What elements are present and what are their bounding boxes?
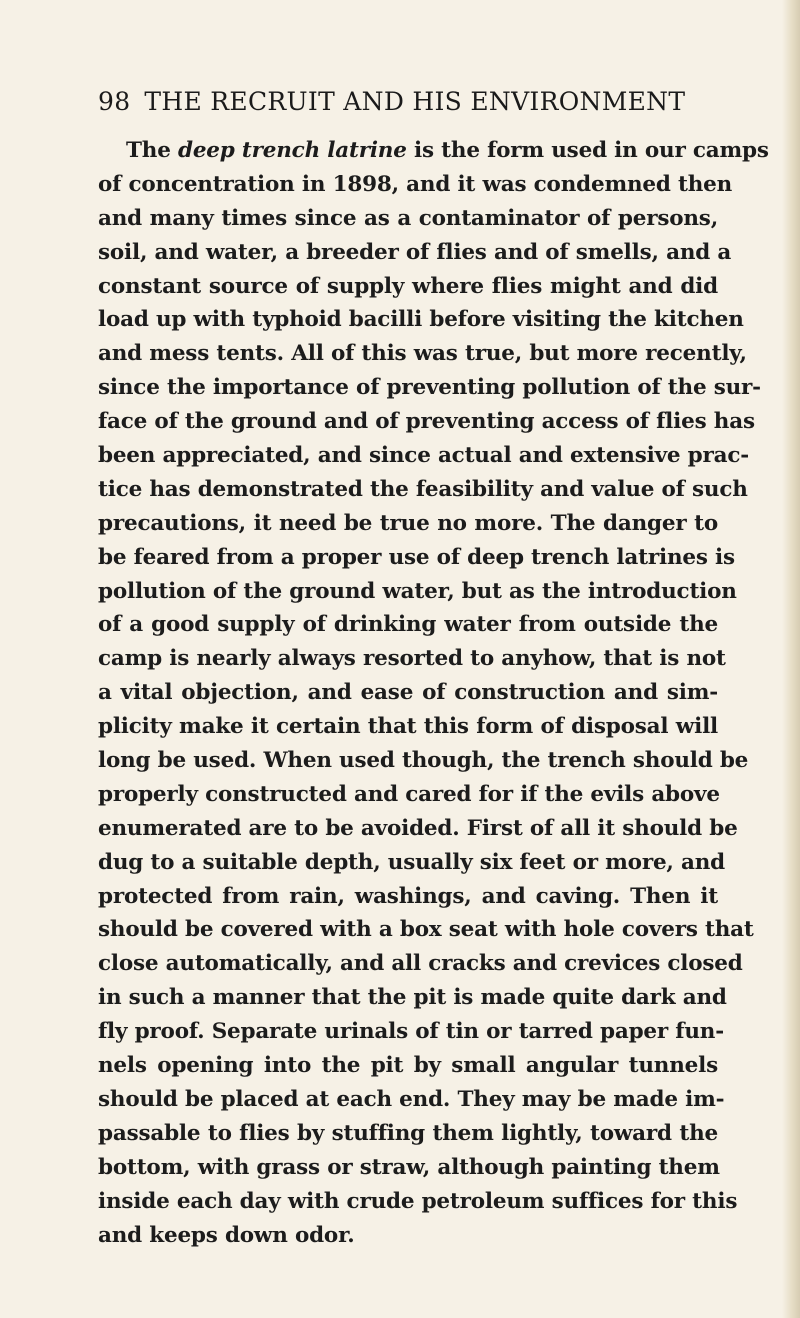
text-line: fly proof. Separate urinals of tin or tarred paper fun- — [98, 1019, 724, 1045]
text-line: nels opening into the pit by small angular tunnels — [98, 1053, 718, 1079]
text-line: soil, and water, a breeder of flies and of smells, and a — [98, 239, 732, 265]
text-line: be feared from a proper use of deep trench latrines is — [98, 544, 735, 570]
text-line: close automatically, and all cracks and crevices closed — [98, 951, 743, 977]
page-edge-shadow — [782, 0, 800, 1318]
text-line: enumerated are to be avoided. First of all it should be — [98, 815, 738, 841]
text-line: in such a manner that the pit is made quite dark and — [98, 985, 727, 1011]
text-line: dug to a suitable depth, usually six feet or more, and — [98, 849, 725, 875]
text-line: should be covered with a box seat with hole covers that — [98, 917, 754, 943]
text-line: since the importance of preventing pollution of the sur- — [98, 375, 761, 401]
text-line: inside each day with crude petroleum suffices for this — [98, 1188, 738, 1214]
text-line: plicity make it certain that this form of disposal will — [98, 714, 718, 740]
text-line: precautions, it need be true no more. The danger to — [98, 510, 718, 536]
text-line: pollution of the ground water, but as the introduction — [98, 578, 737, 604]
text-line: face of the ground and of preventing access of flies has — [98, 409, 755, 435]
emphasized-term: deep trench latrine — [178, 138, 407, 163]
text-line: protected from rain, washings, and caving. Then it — [98, 883, 718, 909]
text-line: of concentration in 1898, and it was condemned then — [98, 171, 733, 197]
text-line: load up with typhoid bacilli before visiting the kitchen — [98, 307, 744, 333]
text-line: passable to flies by stuffing them lightly, toward the — [98, 1120, 718, 1146]
text-line: and mess tents. All of this was true, but more recently, — [98, 341, 747, 367]
text-span: The — [126, 138, 178, 163]
text-line: and many times since as a contaminator of persons, — [98, 205, 718, 231]
text-line: been appreciated, and since actual and extensive prac- — [98, 443, 749, 469]
text-line — [98, 134, 769, 168]
running-header — [98, 86, 718, 118]
text-line: bottom, with grass or straw, although painting them — [98, 1154, 720, 1180]
text-line: should be placed at each end. They may be made im- — [98, 1086, 725, 1112]
text-span: is the form used in our camps — [406, 138, 769, 163]
text-line: a vital objection, and ease of construction and sim- — [98, 680, 718, 706]
text-line: long be used. When used though, the trench should be — [98, 748, 749, 774]
text-line: of a good supply of drinking water from outside the — [98, 612, 718, 638]
page-number: 98 — [98, 87, 131, 116]
text-line: constant source of supply where flies might and did — [98, 273, 718, 299]
running-title: THE RECRUIT AND HIS ENVIRONMENT — [144, 87, 686, 116]
text-line: properly constructed and cared for if the evils above — [98, 781, 720, 807]
text-line: tice has demonstrated the feasibility and value of such — [98, 476, 748, 502]
text-line: and keeps down odor. — [98, 1222, 355, 1248]
body-paragraph — [98, 134, 769, 1252]
text-line: camp is nearly always resorted to anyhow, that is not — [98, 646, 726, 672]
